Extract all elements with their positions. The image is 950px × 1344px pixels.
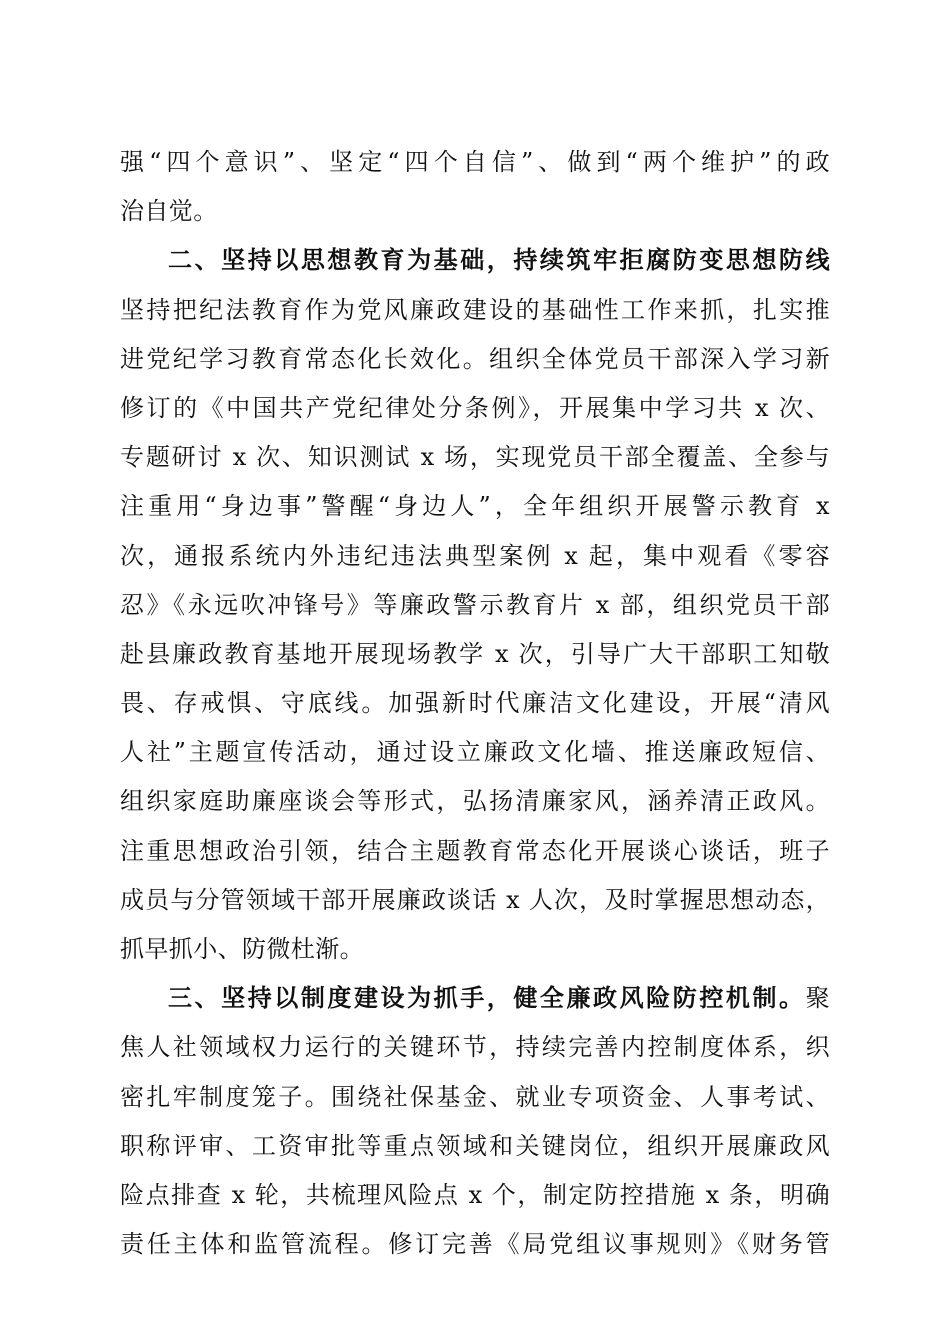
text-line: 焦人社领域权力运行的关键环节，持续完善内控制度体系，织 xyxy=(120,1033,830,1062)
document-page xyxy=(120,138,830,1269)
text-line: 职称评审、工资审批等重点领域和关键岗位，组织开展廉政风 xyxy=(120,1131,830,1160)
text-line: 次，通报系统内外违纪违法典型案例 x 起，集中观看《零容 xyxy=(120,541,830,570)
text-line: 注重思想政治引领，结合主题教育常态化开展谈心谈话，班子 xyxy=(120,836,830,865)
text-line: 注重用“身边事”警醒“身边人”，全年组织开展警示教育 x xyxy=(120,492,830,521)
text-line: 治自觉。 xyxy=(120,197,218,226)
text-line: 强“四个意识”、坚定“四个自信”、做到“两个维护”的政 xyxy=(120,148,830,176)
section-two-heading: 二、坚持以思想教育为基础，持续筑牢拒腐防变思想防线 xyxy=(168,246,830,275)
section-two xyxy=(120,236,830,974)
intro-paragraph xyxy=(120,138,830,236)
text-line: 抓早抓小、防微杜渐。 xyxy=(120,935,364,963)
text-line: 赴县廉政教育基地开展现场教学 x 次，引导广大干部职工知敬 xyxy=(120,639,830,668)
text-line: 成员与分管领域干部开展廉政谈话 x 人次，及时掌握思想动态， xyxy=(120,885,830,914)
section-three xyxy=(120,974,830,1269)
text-line: 畏、存戒惧、守底线。加强新时代廉洁文化建设，开展“清风 xyxy=(120,689,830,718)
text-line: 坚持把纪法教育作为党风廉政建设的基础性工作来抓，扎实推 xyxy=(120,295,830,324)
text-line: 忍》《永远吹冲锋号》等廉政警示教育片 x 部，组织党员干部 xyxy=(120,590,830,619)
text-line: 组织家庭助廉座谈会等形式，弘扬清廉家风，涵养清正政风。 xyxy=(120,787,830,816)
section-three-first-line-rest: 聚 xyxy=(805,984,830,1013)
text-line: 专题研讨 x 次、知识测试 x 场，实现党员干部全覆盖、全参与 xyxy=(120,443,830,472)
text-line: 修订的《中国共产党纪律处分条例》，开展集中学习共 x 次、 xyxy=(120,393,830,422)
text-line: 人社”主题宣传活动，通过设立廉政文化墙、推送廉政短信、 xyxy=(120,738,830,767)
text-line: 险点排查 x 轮，共梳理风险点 x 个，制定防控措施 x 条，明确 xyxy=(120,1180,830,1209)
text-line: 密扎牢制度笼子。围绕社保基金、就业专项资金、人事考试、 xyxy=(120,1082,830,1111)
section-three-heading: 三、坚持以制度建设为抓手，健全廉政风险防控机制。 xyxy=(168,984,806,1013)
text-line: 责任主体和监管流程。修订完善《局党组议事规则》《财务管 xyxy=(120,1230,830,1259)
section-three-first-line xyxy=(120,974,830,1023)
text-line: 进党纪学习教育常态化长效化。组织全体党员干部深入学习新 xyxy=(120,344,830,373)
